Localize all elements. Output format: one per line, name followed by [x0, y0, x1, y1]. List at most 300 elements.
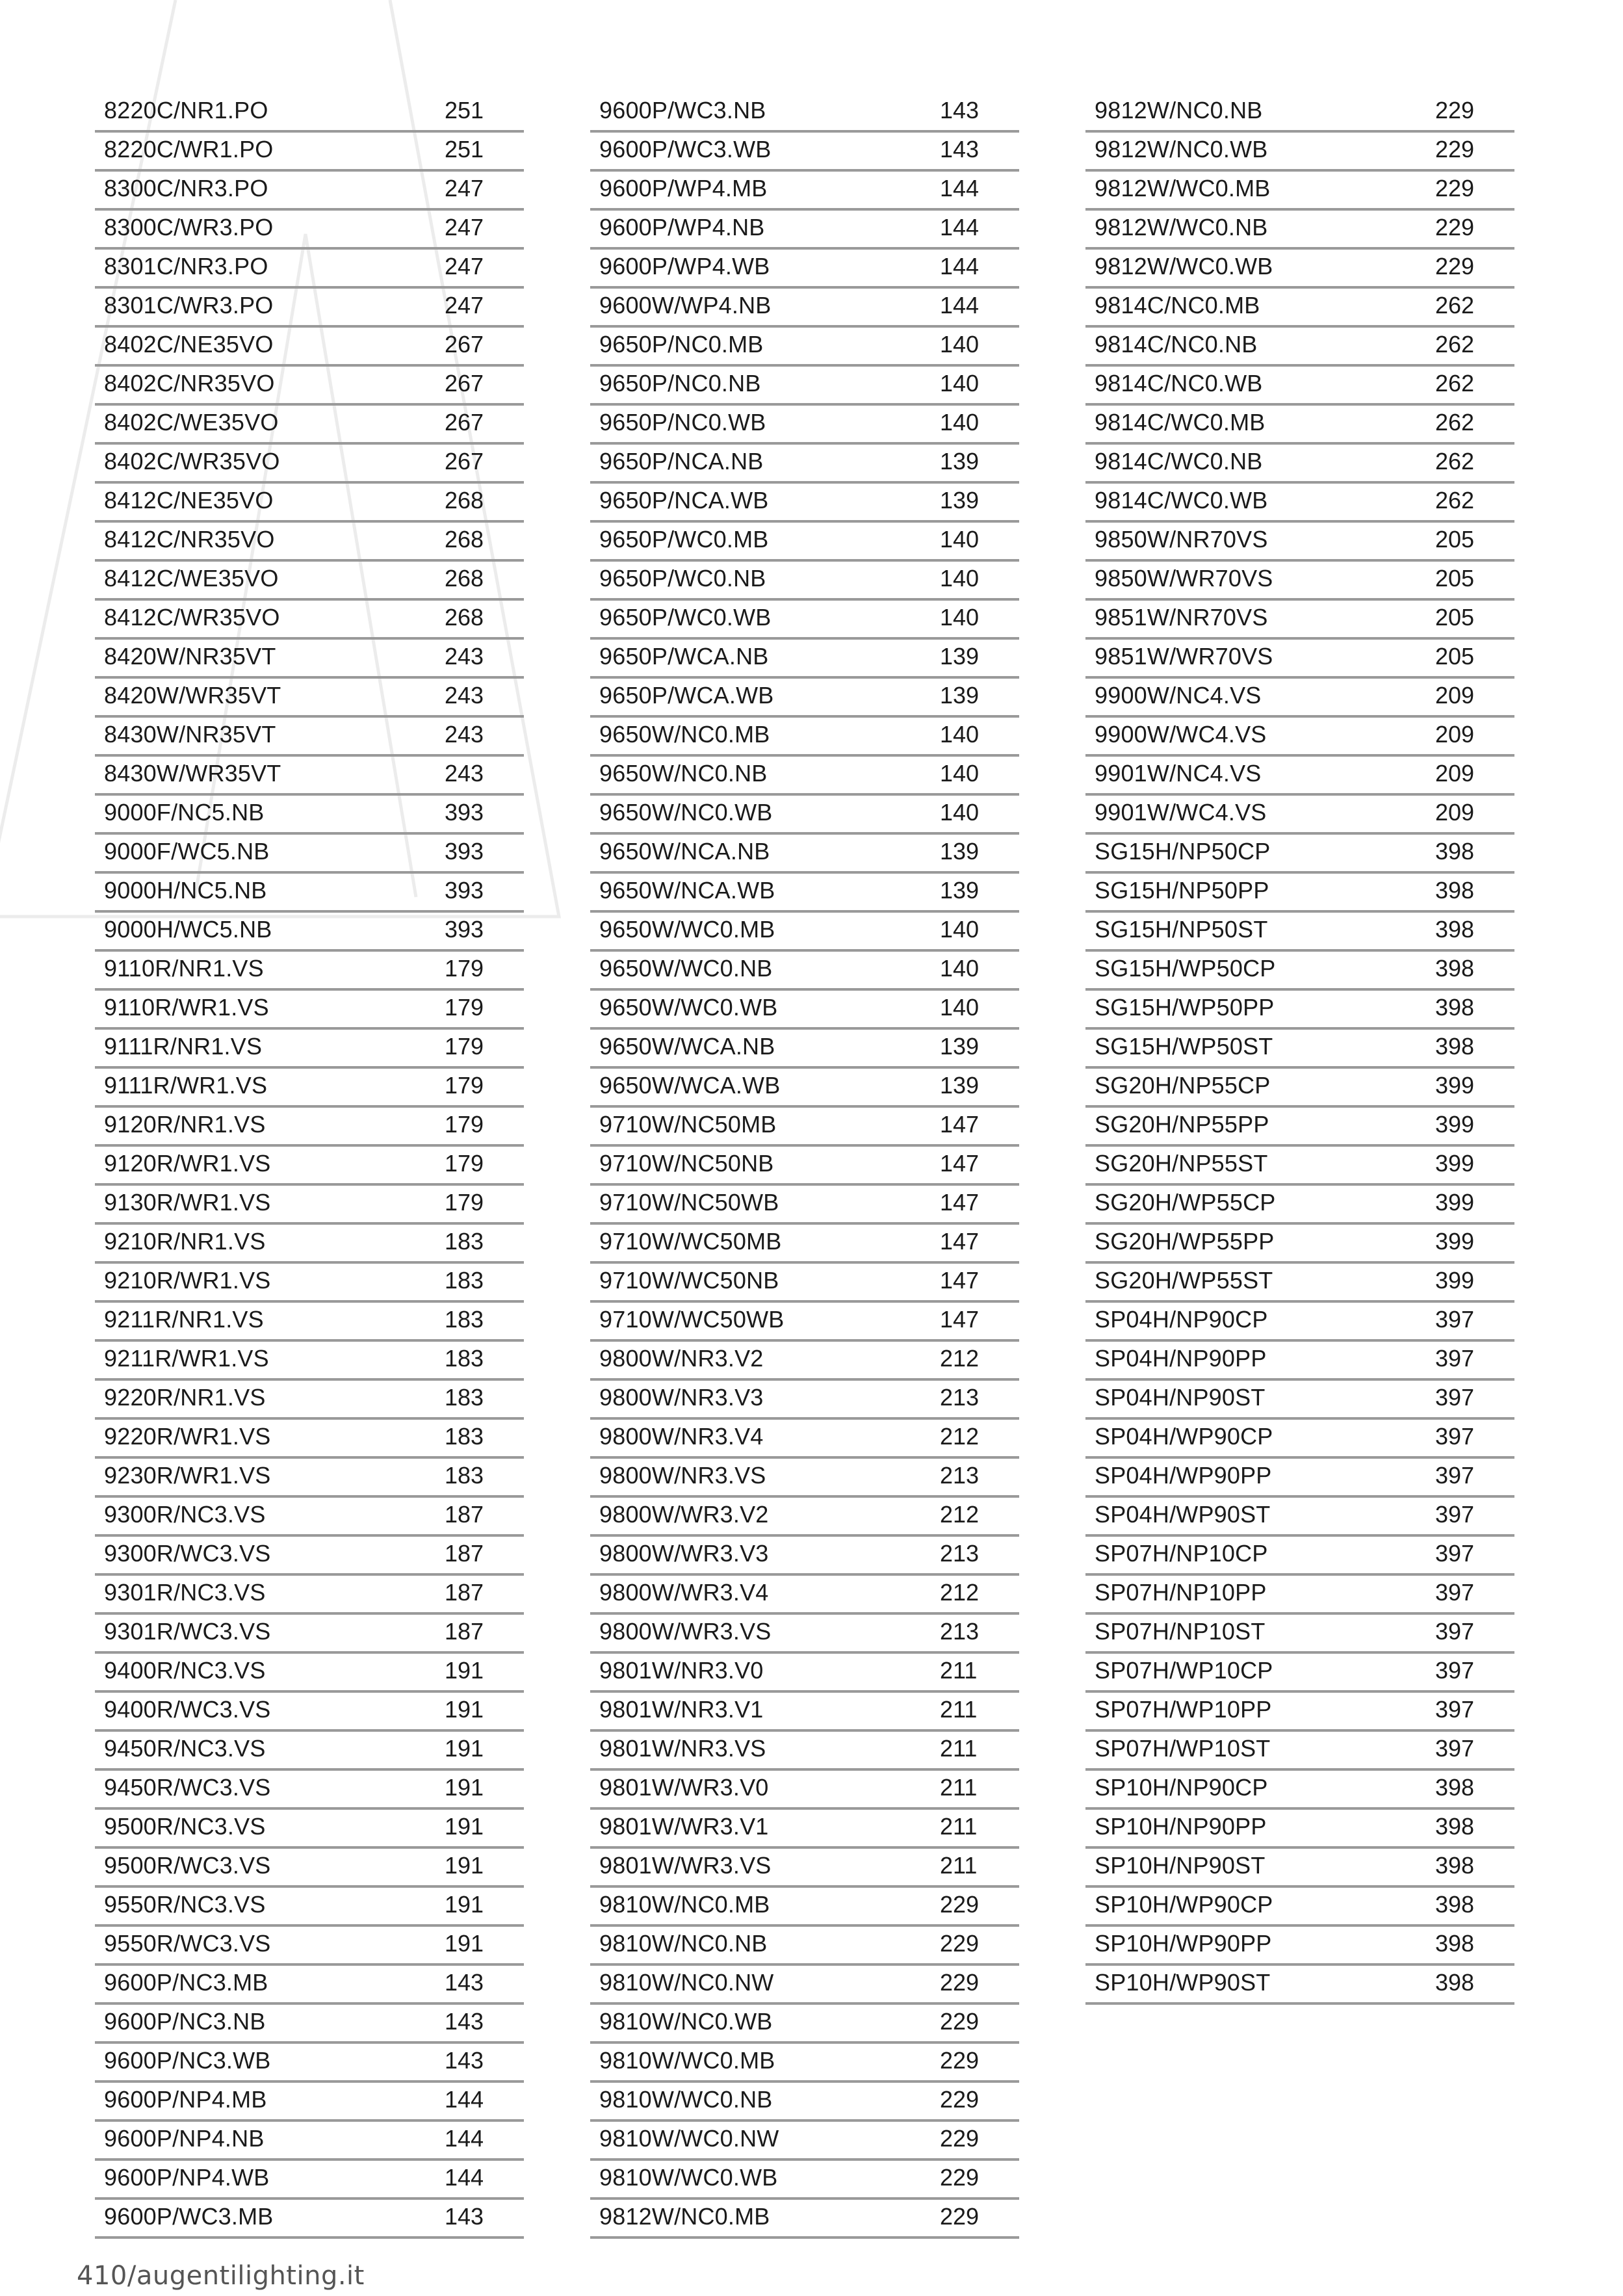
- table-row: [95, 1381, 524, 1420]
- product-code: 9850W/NR70VS: [1095, 526, 1268, 553]
- product-code: 9650P/WC0.WB: [599, 604, 772, 631]
- product-code: 9650W/WC0.WB: [599, 994, 778, 1021]
- page-number: 140: [940, 409, 980, 436]
- page-number: 140: [940, 994, 980, 1021]
- page-number: 267: [445, 448, 484, 475]
- product-code: SG15H/WP50PP: [1095, 994, 1275, 1021]
- page-number: 144: [940, 175, 980, 202]
- table-row: [95, 835, 524, 874]
- table-row: [95, 640, 524, 679]
- table-row: [95, 2200, 524, 2239]
- page-number: 267: [445, 409, 484, 436]
- product-code: 9000H/WC5.NB: [104, 916, 272, 943]
- page-number: 229: [1435, 214, 1475, 241]
- table-row: [95, 1264, 524, 1303]
- product-code: 9110R/WR1.VS: [104, 994, 269, 1021]
- product-code: 9812W/NC0.WB: [1095, 136, 1268, 163]
- product-code: 8402C/NE35VO: [104, 331, 274, 358]
- table-row: [590, 328, 1019, 367]
- page-number: 247: [445, 214, 484, 241]
- index-column-3: [1085, 94, 1514, 2005]
- product-code: 9810W/NC0.MB: [599, 1891, 770, 1918]
- table-row: [95, 601, 524, 640]
- product-code: 9810W/WC0.NW: [599, 2125, 779, 2152]
- table-row: [1085, 1888, 1514, 1927]
- page-number: 398: [1435, 1930, 1475, 1957]
- table-row: [1085, 250, 1514, 289]
- page-number: 399: [1435, 1111, 1475, 1138]
- product-code: 9220R/WR1.VS: [104, 1423, 271, 1450]
- page-number: 211: [940, 1735, 978, 1762]
- page-number: 205: [1435, 526, 1475, 553]
- page-number: 179: [445, 994, 484, 1021]
- product-code: 8430W/WR35VT: [104, 760, 281, 787]
- page-number: 229: [940, 1969, 980, 1996]
- page-number: 229: [940, 2086, 980, 2113]
- product-code: 8412C/NR35VO: [104, 526, 275, 553]
- table-row: [95, 445, 524, 484]
- page-number: 393: [445, 838, 484, 865]
- table-row: [95, 172, 524, 211]
- product-code: 9810W/WC0.WB: [599, 2164, 778, 2191]
- product-code: 8220C/NR1.PO: [104, 97, 268, 124]
- page-number: 398: [1435, 838, 1475, 865]
- product-code: 9650P/NC0.NB: [599, 370, 761, 397]
- page-number: 183: [445, 1384, 484, 1411]
- table-row: [95, 757, 524, 796]
- product-code: 9814C/NC0.MB: [1095, 292, 1260, 319]
- page-number: 179: [445, 955, 484, 982]
- table-row: [95, 1537, 524, 1576]
- table-row: [1085, 367, 1514, 406]
- page-number: 143: [445, 2008, 484, 2035]
- table-row: [590, 913, 1019, 952]
- product-code: 9400R/WC3.VS: [104, 1696, 271, 1723]
- table-row: [590, 1342, 1019, 1381]
- product-code: 9650W/NCA.WB: [599, 877, 775, 904]
- product-code: 9710W/NC50WB: [599, 1189, 779, 1216]
- table-row: [1085, 952, 1514, 991]
- table-row: [95, 289, 524, 328]
- product-code: 9850W/WR70VS: [1095, 565, 1273, 592]
- page-number: 139: [940, 877, 980, 904]
- table-row: [1085, 1069, 1514, 1108]
- product-code: 9600P/NP4.NB: [104, 2125, 265, 2152]
- table-row: [95, 1147, 524, 1186]
- product-code: 9111R/NR1.VS: [104, 1033, 263, 1060]
- table-row: [590, 679, 1019, 718]
- page-number: 393: [445, 799, 484, 826]
- page-number: 211: [940, 1813, 978, 1840]
- table-row: [1085, 1732, 1514, 1771]
- page-number: 399: [1435, 1228, 1475, 1255]
- page-number: 191: [445, 1930, 484, 1957]
- product-code: 9814C/NC0.NB: [1095, 331, 1258, 358]
- product-code: 9301R/NC3.VS: [104, 1579, 266, 1606]
- page-number: 393: [445, 916, 484, 943]
- table-row: [590, 1147, 1019, 1186]
- table-row: [95, 1108, 524, 1147]
- table-row: [1085, 1147, 1514, 1186]
- product-code: 9900W/WC4.VS: [1095, 721, 1267, 748]
- product-code: 9600P/WC3.WB: [599, 136, 772, 163]
- table-row: [590, 2083, 1019, 2122]
- page-number: 144: [940, 292, 980, 319]
- page-number: 211: [940, 1657, 978, 1684]
- page-number: 229: [940, 2125, 980, 2152]
- table-row: [95, 796, 524, 835]
- product-code: 8420W/WR35VT: [104, 682, 281, 709]
- page-number: 247: [445, 175, 484, 202]
- product-code: 9600P/WP4.WB: [599, 253, 770, 280]
- index-column-2: [590, 94, 1019, 2239]
- product-code: SG20H/NP55ST: [1095, 1150, 1268, 1177]
- page-number: 397: [1435, 1579, 1475, 1606]
- table-row: [590, 1927, 1019, 1966]
- page-number: 143: [445, 1969, 484, 1996]
- table-row: [590, 757, 1019, 796]
- table-row: [590, 2005, 1019, 2044]
- table-row: [1085, 1030, 1514, 1069]
- page-number: 191: [445, 1696, 484, 1723]
- page-number: 211: [940, 1774, 978, 1801]
- product-code: 8300C/WR3.PO: [104, 214, 274, 241]
- table-row: [1085, 1537, 1514, 1576]
- page-number: 262: [1435, 487, 1475, 514]
- table-row: [590, 1225, 1019, 1264]
- page-number: 213: [940, 1462, 980, 1489]
- page-number: 212: [940, 1423, 980, 1450]
- product-code: 8412C/WR35VO: [104, 604, 280, 631]
- index-column-1: [95, 94, 524, 2239]
- product-code: 9900W/NC4.VS: [1095, 682, 1262, 709]
- table-row: [1085, 1420, 1514, 1459]
- product-code: 9650P/NC0.MB: [599, 331, 764, 358]
- table-row: [95, 406, 524, 445]
- product-code: 9211R/NR1.VS: [104, 1306, 264, 1333]
- table-row: [95, 1225, 524, 1264]
- product-code: 9500R/NC3.VS: [104, 1813, 266, 1840]
- product-code: 9650W/WCA.WB: [599, 1072, 781, 1099]
- table-row: [95, 133, 524, 172]
- table-row: [590, 289, 1019, 328]
- table-row: [95, 1069, 524, 1108]
- table-row: [95, 2083, 524, 2122]
- page-number: 147: [940, 1267, 980, 1294]
- page-number: 179: [445, 1033, 484, 1060]
- product-code: 9810W/NC0.NW: [599, 1969, 774, 1996]
- table-row: [1085, 172, 1514, 211]
- product-code: 9600P/WC3.MB: [104, 2203, 274, 2230]
- table-row: [590, 172, 1019, 211]
- table-row: [1085, 211, 1514, 250]
- page-number: 262: [1435, 370, 1475, 397]
- page-number: 399: [1435, 1189, 1475, 1216]
- page-number: 213: [940, 1618, 980, 1645]
- product-code: 9650P/WCA.NB: [599, 643, 769, 670]
- page-number: 229: [1435, 253, 1475, 280]
- product-code: 9230R/WR1.VS: [104, 1462, 271, 1489]
- table-row: [1085, 835, 1514, 874]
- table-row: [590, 952, 1019, 991]
- page-number: 397: [1435, 1696, 1475, 1723]
- page-number: 229: [1435, 175, 1475, 202]
- page-number: 398: [1435, 877, 1475, 904]
- table-row: [590, 835, 1019, 874]
- table-row: [1085, 1303, 1514, 1342]
- page-number: 267: [445, 331, 484, 358]
- table-row: [590, 1108, 1019, 1147]
- product-code: SP10H/WP90ST: [1095, 1969, 1271, 1996]
- product-code: 9600P/WP4.NB: [599, 214, 765, 241]
- page-number: 140: [940, 604, 980, 631]
- product-code: SP10H/WP90CP: [1095, 1891, 1273, 1918]
- product-code: 9812W/NC0.MB: [599, 2203, 770, 2230]
- product-code: 9710W/WC50WB: [599, 1306, 785, 1333]
- product-code: 9710W/WC50MB: [599, 1228, 782, 1255]
- table-row: [95, 718, 524, 757]
- page-number: 398: [1435, 1774, 1475, 1801]
- product-code: 9812W/WC0.MB: [1095, 175, 1271, 202]
- table-row: [95, 1927, 524, 1966]
- product-code: 9220R/NR1.VS: [104, 1384, 266, 1411]
- product-code: 9211R/WR1.VS: [104, 1345, 269, 1372]
- page-number: 191: [445, 1891, 484, 1918]
- page-number: 243: [445, 721, 484, 748]
- page-number: 268: [445, 526, 484, 553]
- page-number: 144: [445, 2125, 484, 2152]
- product-code: 8412C/WE35VO: [104, 565, 279, 592]
- product-code: 9650W/NCA.NB: [599, 838, 770, 865]
- table-row: [590, 523, 1019, 562]
- page-number: 397: [1435, 1423, 1475, 1450]
- table-row: [1085, 406, 1514, 445]
- page-number: 229: [940, 1930, 980, 1957]
- product-code: 9801W/WR3.V0: [599, 1774, 769, 1801]
- page-number: 209: [1435, 799, 1475, 826]
- product-code: SG15H/NP50PP: [1095, 877, 1269, 904]
- table-row: [1085, 1654, 1514, 1693]
- product-code: SP07H/NP10PP: [1095, 1579, 1267, 1606]
- product-code: 9111R/WR1.VS: [104, 1072, 268, 1099]
- table-row: [590, 1420, 1019, 1459]
- page-number: 397: [1435, 1306, 1475, 1333]
- page-number: 251: [445, 136, 484, 163]
- table-row: [95, 211, 524, 250]
- page-number: 229: [1435, 136, 1475, 163]
- product-code: 9301R/WC3.VS: [104, 1618, 271, 1645]
- page-number: 213: [940, 1540, 980, 1567]
- page-number: 247: [445, 253, 484, 280]
- page-number: 183: [445, 1345, 484, 1372]
- table-row: [1085, 1225, 1514, 1264]
- page-number: 205: [1435, 643, 1475, 670]
- table-row: [590, 1264, 1019, 1303]
- page-number: 140: [940, 799, 980, 826]
- product-code: 9210R/WR1.VS: [104, 1267, 271, 1294]
- page-number: 183: [445, 1228, 484, 1255]
- page-number: 243: [445, 682, 484, 709]
- page-number: 139: [940, 487, 980, 514]
- product-code: SG20H/NP55PP: [1095, 1111, 1269, 1138]
- page-number: 267: [445, 370, 484, 397]
- page-number: 399: [1435, 1072, 1475, 1099]
- table-row: [590, 718, 1019, 757]
- product-code: 8412C/NE35VO: [104, 487, 274, 514]
- product-code: SG15H/WP50CP: [1095, 955, 1276, 982]
- product-code: SP07H/WP10ST: [1095, 1735, 1271, 1762]
- page-number: 398: [1435, 1033, 1475, 1060]
- table-row: [1085, 757, 1514, 796]
- table-row: [590, 1459, 1019, 1498]
- table-row: [590, 133, 1019, 172]
- page-number: 179: [445, 1189, 484, 1216]
- product-code: 9600W/WP4.NB: [599, 292, 772, 319]
- page-number: 139: [940, 1033, 980, 1060]
- page-number: 140: [940, 955, 980, 982]
- table-row: [95, 523, 524, 562]
- product-code: SG15H/NP50ST: [1095, 916, 1268, 943]
- table-row: [95, 991, 524, 1030]
- product-code: 9000H/NC5.NB: [104, 877, 267, 904]
- table-row: [590, 1186, 1019, 1225]
- page-number: 229: [940, 2047, 980, 2074]
- product-code: 9814C/NC0.WB: [1095, 370, 1263, 397]
- table-row: [590, 874, 1019, 913]
- page-number: 144: [445, 2086, 484, 2113]
- table-row: [1085, 1615, 1514, 1654]
- product-code: 8301C/NR3.PO: [104, 253, 268, 280]
- table-row: [590, 1849, 1019, 1888]
- table-row: [1085, 1186, 1514, 1225]
- table-row: [95, 1849, 524, 1888]
- table-row: [590, 1654, 1019, 1693]
- product-code: 9810W/WC0.NB: [599, 2086, 773, 2113]
- product-code: 9812W/WC0.NB: [1095, 214, 1268, 241]
- page-number: 139: [940, 1072, 980, 1099]
- page-number: 205: [1435, 604, 1475, 631]
- page-number: 212: [940, 1579, 980, 1606]
- product-code: 9801W/NR3.V0: [599, 1657, 764, 1684]
- product-code: 9810W/WC0.MB: [599, 2047, 775, 2074]
- table-row: [95, 1303, 524, 1342]
- product-code: 9814C/WC0.WB: [1095, 487, 1268, 514]
- product-code: 8402C/NR35VO: [104, 370, 275, 397]
- product-code: 9130R/WR1.VS: [104, 1189, 271, 1216]
- page-number: 229: [940, 2164, 980, 2191]
- product-code: 8220C/WR1.PO: [104, 136, 274, 163]
- page-number: 398: [1435, 916, 1475, 943]
- product-code: 8300C/NR3.PO: [104, 175, 268, 202]
- product-code: 9801W/NR3.VS: [599, 1735, 766, 1762]
- product-code: 9300R/WC3.VS: [104, 1540, 271, 1567]
- product-code: 8402C/WE35VO: [104, 409, 279, 436]
- page-number: 209: [1435, 721, 1475, 748]
- page-number: 139: [940, 838, 980, 865]
- product-code: SP04H/WP90ST: [1095, 1501, 1271, 1528]
- page-number: 183: [445, 1267, 484, 1294]
- product-code: SP10H/NP90ST: [1095, 1852, 1266, 1879]
- table-row: [590, 562, 1019, 601]
- product-code: 9600P/NC3.WB: [104, 2047, 271, 2074]
- table-row: [590, 367, 1019, 406]
- table-row: [1085, 1771, 1514, 1810]
- table-row: [590, 796, 1019, 835]
- product-code: 9000F/NC5.NB: [104, 799, 265, 826]
- table-row: [590, 1693, 1019, 1732]
- table-row: [1085, 523, 1514, 562]
- table-row: [590, 1966, 1019, 2005]
- table-row: [95, 1732, 524, 1771]
- product-code: SP10H/NP90PP: [1095, 1813, 1267, 1840]
- page-number: 140: [940, 526, 980, 553]
- product-code: 9812W/WC0.WB: [1095, 253, 1273, 280]
- product-code: 9800W/NR3.VS: [599, 1462, 766, 1489]
- product-code: 9650P/NCA.NB: [599, 448, 764, 475]
- page-number: 179: [445, 1150, 484, 1177]
- table-row: [1085, 1498, 1514, 1537]
- page-number: 243: [445, 643, 484, 670]
- table-row: [590, 2161, 1019, 2200]
- product-code: 9810W/NC0.WB: [599, 2008, 773, 2035]
- table-row: [590, 1303, 1019, 1342]
- page-number: 179: [445, 1111, 484, 1138]
- page-number: 143: [940, 136, 980, 163]
- product-code: SG15H/WP50ST: [1095, 1033, 1273, 1060]
- product-code: SP07H/WP10CP: [1095, 1657, 1273, 1684]
- page-number: 212: [940, 1345, 980, 1372]
- product-code: 9650P/NCA.WB: [599, 487, 769, 514]
- table-row: [1085, 484, 1514, 523]
- page-number: 268: [445, 487, 484, 514]
- table-row: [590, 991, 1019, 1030]
- product-code: SG20H/WP55PP: [1095, 1228, 1275, 1255]
- page-number: 399: [1435, 1267, 1475, 1294]
- page-number: 144: [445, 2164, 484, 2191]
- product-code: 9600P/NC3.NB: [104, 2008, 266, 2035]
- table-row: [590, 1888, 1019, 1927]
- page-number: 143: [940, 97, 980, 124]
- table-row: [1085, 133, 1514, 172]
- product-code: 9650P/WC0.MB: [599, 526, 769, 553]
- table-row: [590, 1810, 1019, 1849]
- page-number: 268: [445, 604, 484, 631]
- page-number: 191: [445, 1657, 484, 1684]
- page-number: 262: [1435, 409, 1475, 436]
- page-number: 205: [1435, 565, 1475, 592]
- page-number: 143: [445, 2203, 484, 2230]
- page-number: 147: [940, 1228, 980, 1255]
- product-code: 9851W/WR70VS: [1095, 643, 1273, 670]
- table-row: [1085, 1576, 1514, 1615]
- product-code: 9600P/NP4.WB: [104, 2164, 270, 2191]
- page-number: 397: [1435, 1501, 1475, 1528]
- product-code: 9450R/WC3.VS: [104, 1774, 271, 1801]
- table-row: [95, 1966, 524, 2005]
- product-code: 9801W/WR3.V1: [599, 1813, 769, 1840]
- table-row: [95, 1771, 524, 1810]
- page-number: 187: [445, 1618, 484, 1645]
- product-code: 9800W/NR3.V3: [599, 1384, 764, 1411]
- page-number: 397: [1435, 1384, 1475, 1411]
- page-footer: 410/augentilighting.it: [77, 2261, 365, 2291]
- product-code: 9600P/WC3.NB: [599, 97, 766, 124]
- table-row: [590, 94, 1019, 133]
- table-row: [590, 1771, 1019, 1810]
- table-row: [1085, 94, 1514, 133]
- product-code: 9600P/NP4.MB: [104, 2086, 267, 2113]
- page-number: 183: [445, 1423, 484, 1450]
